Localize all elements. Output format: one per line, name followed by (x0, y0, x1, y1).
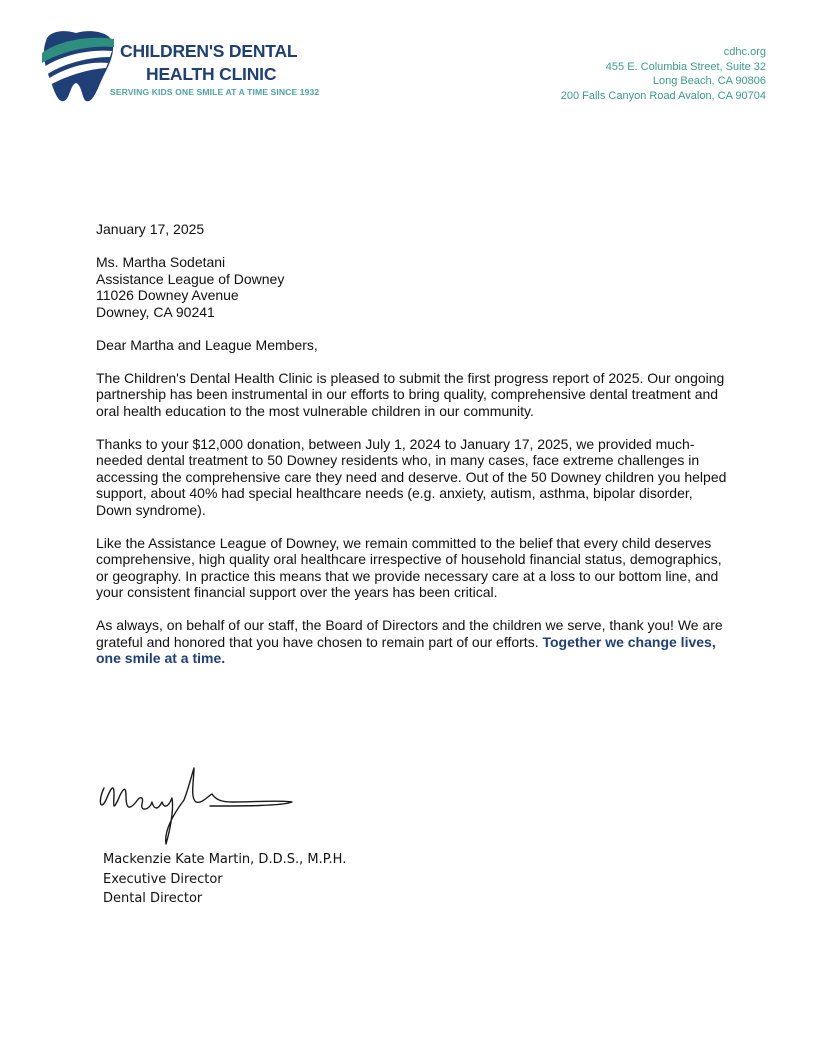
signer-title: Dental Director (103, 891, 203, 906)
logo-name-line2: HEALTH CLINIC (146, 64, 277, 84)
recipient-line: Assistance League of Downey (96, 270, 285, 287)
letter-body (96, 221, 728, 683)
letter-date: January 17, 2025 (96, 221, 205, 237)
website-link[interactable]: cdhc.org (723, 46, 766, 58)
address-line: 200 Falls Canyon Road Avalon, CA 90704 (560, 89, 766, 102)
signer-name: Mackenzie Kate Martin, D.D.S., M.P.H. (103, 852, 347, 867)
address-line: Long Beach, CA 90806 (652, 75, 766, 87)
tooth-logo-icon (38, 27, 118, 105)
recipient-line: Ms. Martha Sodetani (96, 254, 226, 270)
handwritten-signature (92, 760, 302, 850)
closing-text: As always, on behalf of our staff, the Board of Directors and the children we serve, thank you! We are grateful and honored that you have chosen to remain part of our efforts. (96, 617, 723, 650)
signer-title: Executive Director (103, 871, 223, 887)
recipient-address (96, 254, 728, 320)
paragraph: The Children's Dental Health Clinic is pleased to submit the first progress report of 2025. Our ongoing partnership has been instrumental in our efforts to bring quality, comprehensive dental treatment and oral health education to the most vulnerable children in our community. (96, 369, 725, 419)
salutation: Dear Martha and League Members, (96, 336, 318, 353)
paragraph: Thanks to your $12,000 donation, between July 1, 2024 to January 17, 2025, we provided much-needed dental treatment to 50 Downey residents who, in many cases, face extreme challenges in accessing the comprehensive care they need and deserve. Out of the 50 Downey children you helped support, about 40% had special healthcare needs (e.g. anxiety, autism, asthma, bipolar disorder, Down syndrome). (96, 435, 727, 518)
logo-tagline: SERVING KIDS ONE SMILE AT A TIME SINCE 1932 (110, 87, 320, 97)
clinic-contact (561, 45, 766, 103)
address-line: 455 E. Columbia Street, Suite 32 (605, 60, 766, 73)
paragraph: Like the Assistance League of Downey, we remain committed to the belief that every child deserves comprehensive, high quality oral healthcare irrespective of household financial status, demographics, or geography. In practice this means that we provide necessary care at a loss to our bottom line, and your consistent financial support over the years has been critical. (96, 534, 722, 600)
closing-paragraph (96, 617, 728, 667)
signature-block (103, 850, 346, 909)
logo-name-line1: CHILDREN'S DENTAL (120, 41, 298, 61)
clinic-logo (38, 27, 358, 107)
closing-motto: Together we change lives, one smile at a time. (96, 633, 716, 666)
recipient-line: 11026 Downey Avenue (96, 287, 239, 303)
recipient-line: Downey, CA 90241 (96, 303, 215, 320)
